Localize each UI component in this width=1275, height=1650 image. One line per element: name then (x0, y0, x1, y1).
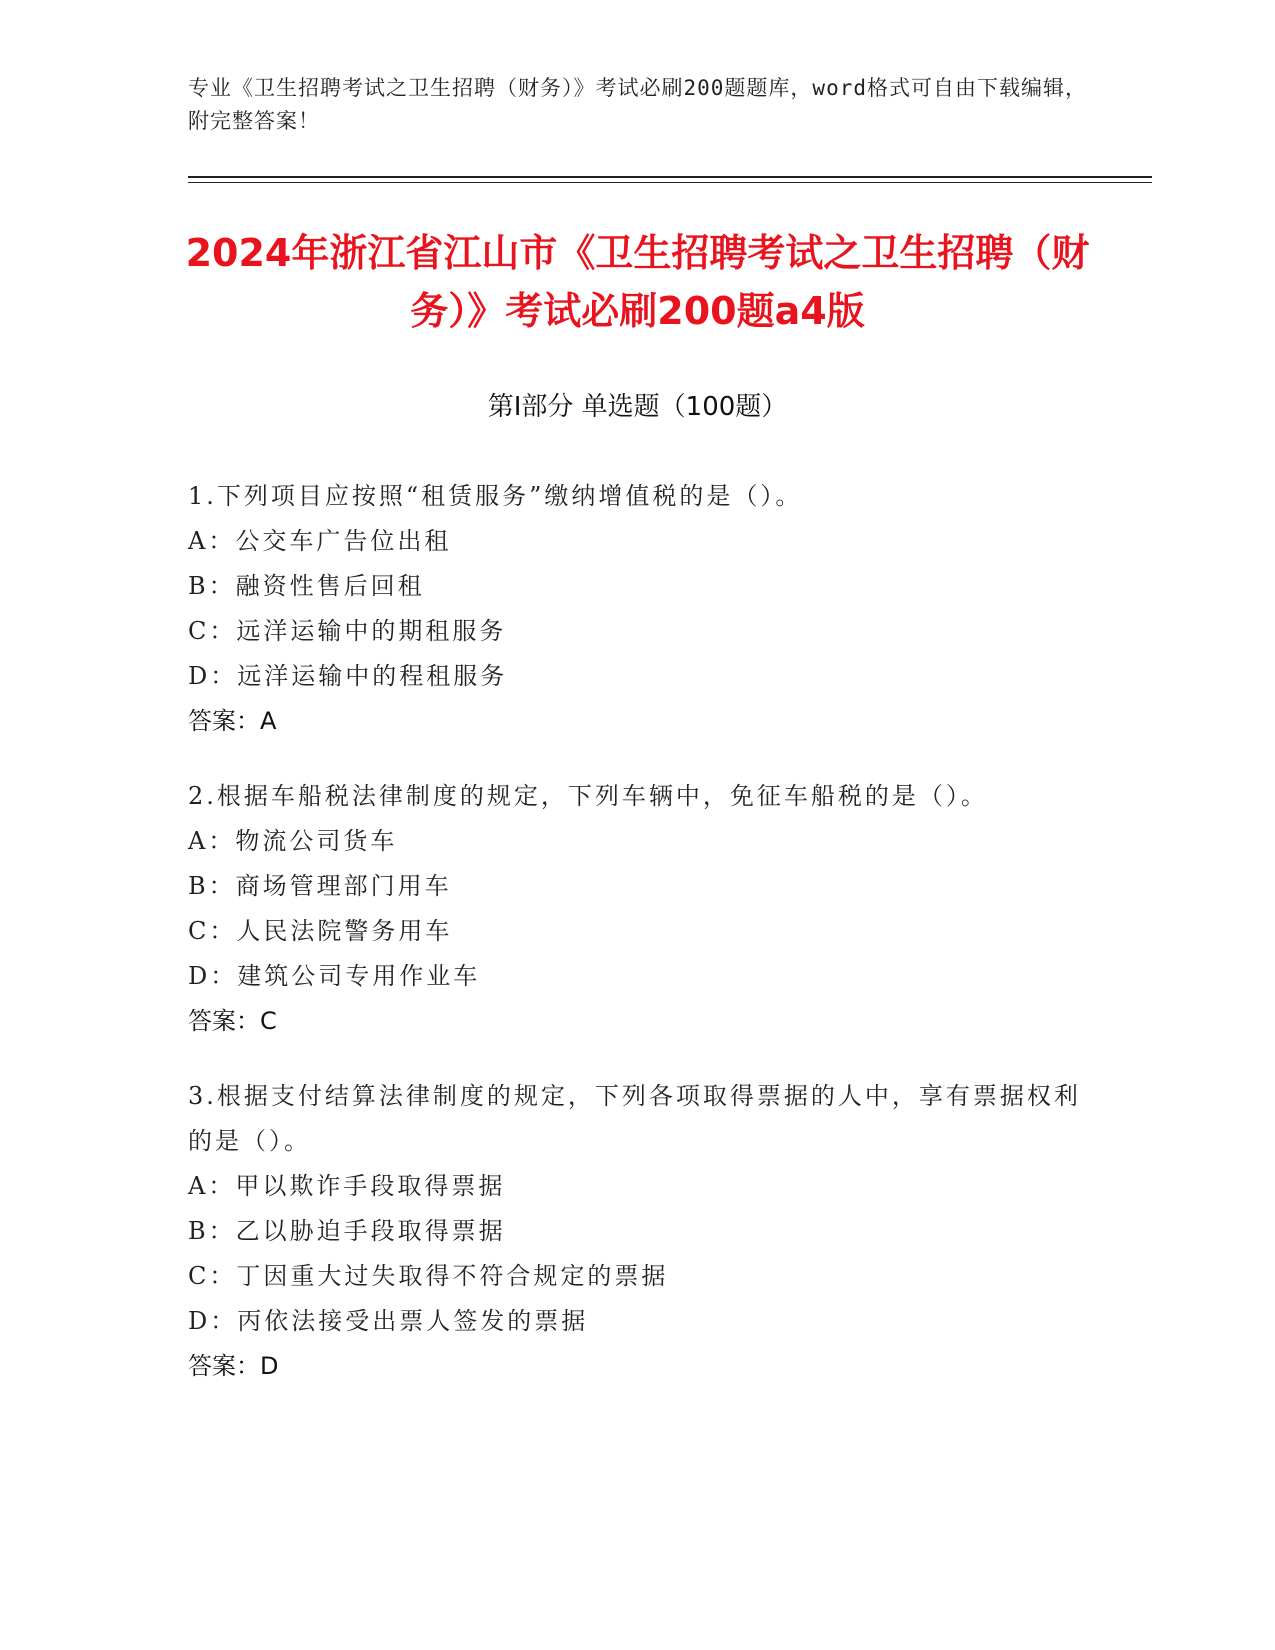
question-1 (188, 474, 1088, 744)
option-a: A：物流公司货车 (188, 827, 398, 855)
question-list (188, 474, 1088, 1419)
header-divider-thin (188, 182, 1152, 183)
section-title: 第I部分 单选题（100题） (487, 392, 788, 422)
question-3 (188, 1074, 1088, 1389)
option-c: C：丁因重大过失取得不符合规定的票据 (188, 1262, 669, 1290)
answer: 答案：A (188, 707, 277, 735)
option-a: A：公交车广告位出租 (188, 527, 452, 555)
document-title: 2024年浙江省江山市《卫生招聘考试之卫生招聘（财务）》考试必刷200题a4版 (185, 231, 1090, 333)
option-c: C：远洋运输中的期租服务 (188, 617, 507, 645)
option-d: D：建筑公司专用作业车 (188, 962, 481, 990)
option-c: C：人民法院警务用车 (188, 917, 453, 945)
answer: 答案：C (188, 1007, 277, 1035)
question-2 (188, 774, 1088, 1044)
option-a: A：甲以欺诈手段取得票据 (188, 1172, 506, 1200)
header-note: 专业《卫生招聘考试之卫生招聘（财务）》考试必刷200题题库，word格式可自由下载编辑，附完整答案！ (188, 76, 1087, 133)
answer: 答案：D (188, 1352, 279, 1380)
question-stem: 1.下列项目应按照“租赁服务”缴纳增值税的是（）。 (188, 482, 803, 510)
question-stem: 3.根据支付结算法律制度的规定，下列各项取得票据的人中，享有票据权利的是（）。 (188, 1082, 1081, 1155)
option-b: B：商场管理部门用车 (188, 872, 452, 900)
option-b: B：融资性售后回租 (188, 572, 425, 600)
question-stem: 2.根据车船税法律制度的规定，下列车辆中，免征车船税的是（）。 (188, 782, 988, 810)
option-d: D：远洋运输中的程租服务 (188, 662, 508, 690)
option-b: B：乙以胁迫手段取得票据 (188, 1217, 506, 1245)
header-divider-thick (188, 176, 1152, 178)
option-d: D：丙依法接受出票人签发的票据 (188, 1307, 589, 1335)
